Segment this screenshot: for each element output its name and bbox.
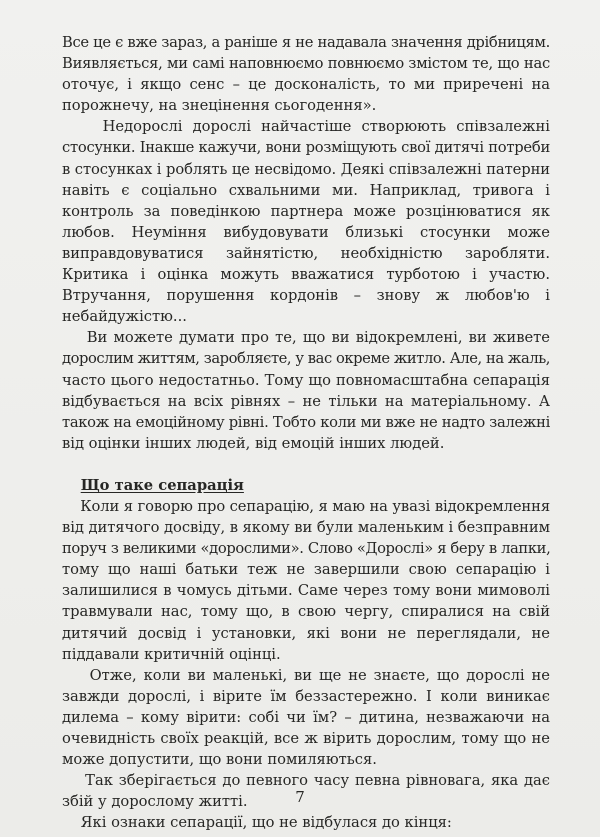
section-heading-line bbox=[62, 475, 550, 496]
paragraph bbox=[62, 812, 550, 833]
text-line: Критика і оцінка можуть вважатися турботою і участю. bbox=[62, 266, 550, 284]
text-line: небайдужістю... bbox=[62, 308, 187, 326]
text-line: від дитячого досвіду, в якому ви були маленьким і безправним bbox=[62, 519, 550, 537]
text-line: Так зберігається до певного часу певна рівновага, яка дає bbox=[62, 772, 550, 790]
text-line: навіть є соціально схвальними ми. Наприклад, тривога і bbox=[62, 181, 550, 199]
paragraph bbox=[62, 496, 550, 665]
text-line: оточує, і якщо сенс – це досконалість, то ми приречені на bbox=[62, 76, 550, 94]
paragraph bbox=[62, 116, 550, 327]
text-line: в стосунках і роблять це несвідомо. Деякі співзалежні патерни bbox=[62, 160, 550, 178]
text-line: травмували нас, тому що, в свою чергу, спиралися на свій bbox=[62, 603, 550, 621]
text-line: Ви можете думати про те, що ви відокремлені, ви живете bbox=[62, 329, 550, 347]
paragraph bbox=[62, 665, 550, 770]
text-line: дитячий досвід і установки, які вони не переглядали, не bbox=[62, 624, 550, 642]
text-line: піддавали критичній оцінці. bbox=[62, 645, 281, 663]
paragraph bbox=[62, 32, 550, 116]
text-line: від оцінки інших людей, від емоцій інших людей. bbox=[62, 434, 445, 452]
text-line: завжди дорослі, і вірите їм беззастережно. І коли виникає bbox=[62, 687, 550, 705]
text-line: тому що наші батьки теж не завершили свою сепарацію і bbox=[62, 561, 550, 579]
text-line: може допустити, що вони помиляються. bbox=[62, 751, 377, 769]
text-line: також на емоційному рівні. Тобто коли ми вже не надто залежні bbox=[62, 413, 550, 431]
body-text bbox=[62, 32, 550, 833]
text-line: збій у дорослому житті. bbox=[62, 793, 248, 811]
text-line: Недорослі дорослі найчастіше створюють співзалежні bbox=[62, 118, 550, 136]
text-line: любов. Неуміння вибудовувати близькі стосунки може bbox=[62, 223, 550, 241]
text-line: поруч з великими «дорослими». Слово «Дорослі» я беру в лапки, bbox=[62, 540, 551, 558]
page-number: 7 bbox=[295, 788, 305, 806]
text-line: Все це є вже зараз, а раніше я не надавала значення дрібницям. bbox=[62, 34, 550, 51]
text-line: Виявляється, ми самі наповнюємо повнюємо змістом те, що нас bbox=[62, 55, 550, 73]
text-line: виправдовуватися зайнятістю, необхідністю заробляти. bbox=[62, 244, 550, 262]
paragraph bbox=[62, 327, 550, 454]
text-line: часто цього недостатньо. Тому що повномасштабна сепарація bbox=[62, 371, 550, 389]
text-line: дилема – кому вірити: собі чи їм? – дитина, незважаючи на bbox=[62, 708, 550, 726]
text-line: Які ознаки сепарації, що не відбулася до кінця: bbox=[62, 814, 452, 832]
text-line: контроль за поведінкою партнера може розцінюватися як bbox=[62, 202, 550, 220]
text-line: відбувається на всіх рівнях – не тільки на матеріальному. А bbox=[62, 392, 550, 410]
text-line: залишилися в чомусь дітьми. Саме через тому вони мимоволі bbox=[62, 582, 550, 600]
text-line: Втручання, порушення кордонів – знову ж любов'ю і bbox=[62, 287, 550, 305]
text-line: дорослим життям, заробляєте, у вас окреме житло. Але, на жаль, bbox=[62, 350, 551, 368]
text-line: очевидність своїх реакцій, все ж вірить дорослим, тому що не bbox=[62, 730, 550, 747]
text-line: Коли я говорю про сепарацію, я маю на увазі відокремлення bbox=[62, 497, 550, 515]
text-line: Отже, коли ви маленькі, ви ще не знаєте, що дорослі не bbox=[62, 666, 550, 684]
text-line: стосунки. Інакше кажучи, вони розміщують свої дитячі потреби bbox=[62, 139, 550, 157]
section-heading: Що таке сепарація bbox=[80, 476, 244, 494]
text-line: порожнечу, на знецінення сьогодення». bbox=[62, 97, 377, 115]
